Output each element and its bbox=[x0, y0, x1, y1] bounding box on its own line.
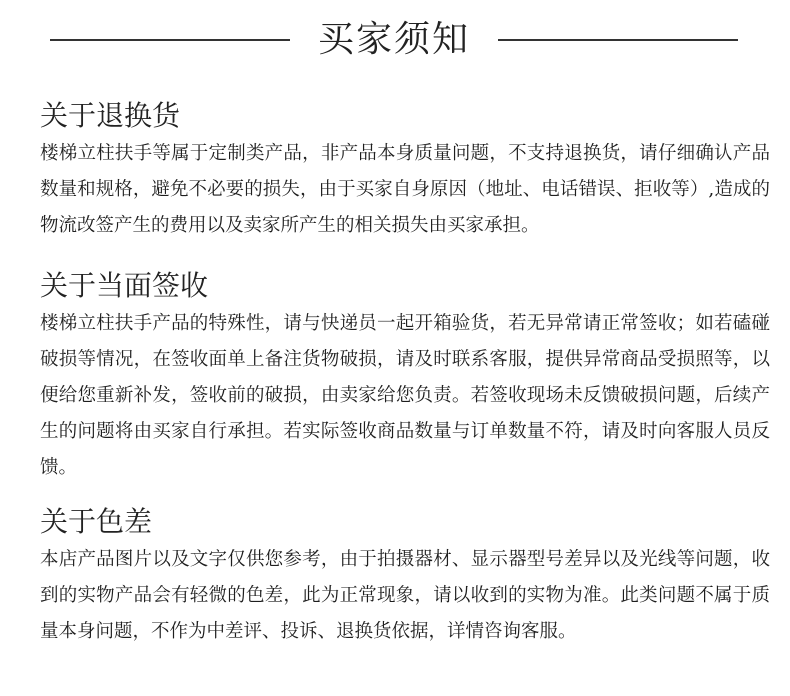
section-heading: 关于退换货 bbox=[40, 99, 181, 132]
header-divider-left bbox=[50, 39, 290, 41]
section-body: 本店产品图片以及文字仅供您参考，由于拍摄器材、显示器型号差异以及光线等问题，收到的实物产品会有轻微的色差，此为正常现象，请以收到的实物为准。此类问题不属于质量本身问题，不作为中差评、投诉、退换货依据，详情咨询客服。 bbox=[40, 549, 770, 642]
section-body: 楼梯立柱扶手产品的特殊性，请与快递员一起开箱验货，若无异常请正常签收；如若磕碰破损等情况，在签收面单上备注货物破损，请及时联系客服，提供异常商品受损照等，以便给您重新补发，签收前的破损，由卖家给您负责。若签收现场未反馈破损问题，后续产生的问题将由买家自行承担。若实际签收商品数量与订单数量不符，请及时向客服人员反馈。 bbox=[40, 313, 770, 478]
page-title: 买家须知 bbox=[317, 19, 470, 60]
section-color-difference bbox=[40, 502, 770, 650]
header-divider-right bbox=[498, 39, 738, 41]
section-heading: 关于色差 bbox=[40, 505, 153, 538]
section-body: 楼梯立柱扶手等属于定制类产品，非产品本身质量问题，不支持退换货，请仔细确认产品数量和规格，避免不必要的损失，由于买家自身原因（地址、电话错误、拒收等）,造成的物流改签产生的费用以及卖家所产生的相关损失由买家承担。 bbox=[40, 143, 770, 236]
section-delivery-signoff bbox=[40, 266, 770, 486]
section-returns bbox=[40, 96, 770, 244]
section-heading: 关于当面签收 bbox=[40, 269, 209, 302]
page-header bbox=[0, 14, 790, 70]
